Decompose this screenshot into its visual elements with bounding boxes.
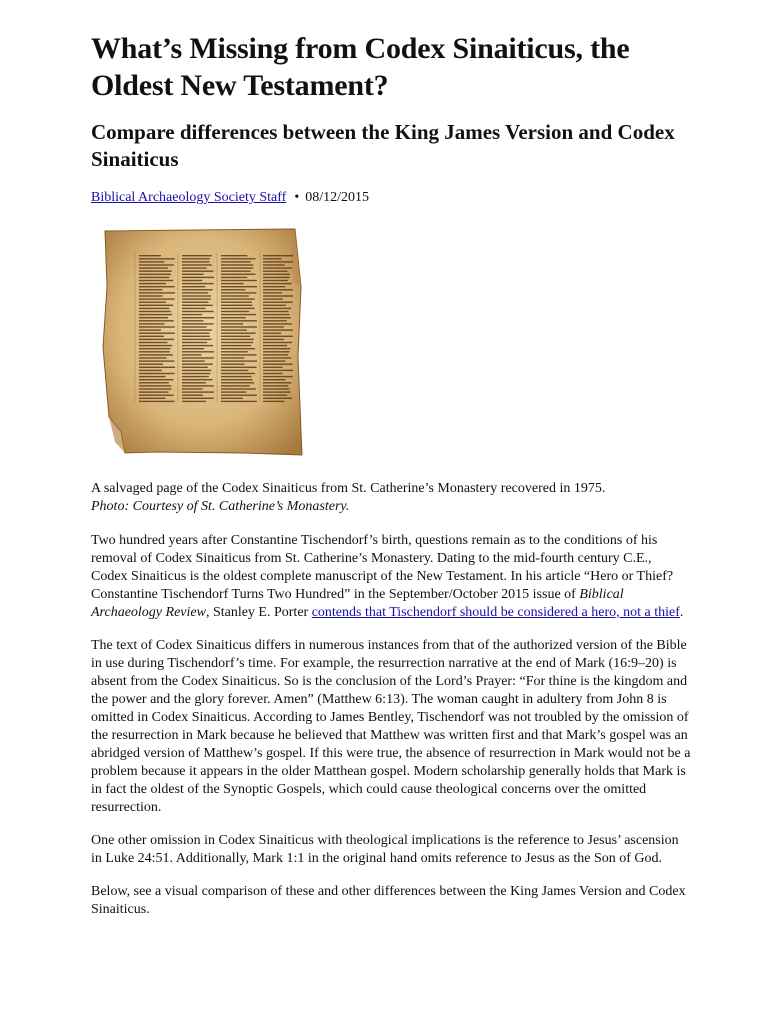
script-line <box>263 295 293 296</box>
script-line <box>221 317 246 318</box>
script-line <box>139 354 173 355</box>
script-line <box>182 255 212 256</box>
script-line <box>139 333 175 334</box>
script-line <box>221 351 248 352</box>
script-line <box>221 320 257 321</box>
script-line <box>182 292 208 293</box>
article-title: What’s Missing from Codex Sinaiticus, the Oldest New Testament? <box>91 32 630 102</box>
script-line <box>221 314 256 315</box>
script-line <box>221 308 254 309</box>
script-line <box>263 336 293 337</box>
script-line <box>182 302 208 303</box>
script-line <box>182 298 211 299</box>
script-line <box>263 283 292 284</box>
article-subtitle: Compare differences between the King James Version and Codex Sinaiticus <box>91 120 675 171</box>
script-line <box>221 271 251 272</box>
script-line <box>139 277 169 278</box>
script-line <box>263 360 286 361</box>
script-line <box>263 339 284 340</box>
script-line <box>263 401 284 402</box>
script-line <box>139 401 175 402</box>
script-line <box>263 379 286 380</box>
script-line <box>182 333 209 334</box>
script-line <box>139 298 175 299</box>
script-line <box>263 289 293 290</box>
script-line <box>263 320 287 321</box>
intro-end: . <box>679 605 684 620</box>
script-line <box>263 317 291 318</box>
script-line <box>182 348 204 349</box>
paragraph-omission: One other omission in Codex Sinaiticus with theological implications is the reference to Jesus’ ascension in Luke 24:51. Additionally, Mark 1:1 in the original hand omits reference to Jesus as the Son of God. <box>91 833 679 866</box>
script-line <box>221 267 253 268</box>
script-line <box>263 333 281 334</box>
script-line <box>221 255 247 256</box>
script-line <box>221 286 257 287</box>
script-line <box>182 398 214 399</box>
script-line <box>221 367 257 368</box>
script-line <box>182 357 214 358</box>
script-line <box>139 364 163 365</box>
script-line <box>221 302 252 303</box>
script-line <box>221 329 247 330</box>
script-line <box>221 373 255 374</box>
script-line <box>263 342 292 343</box>
script-line <box>221 280 257 281</box>
script-line <box>182 329 212 330</box>
script-line <box>263 391 290 392</box>
script-line <box>139 351 170 352</box>
script-line <box>182 264 212 265</box>
script-line <box>182 289 213 290</box>
script-line <box>263 267 292 268</box>
paragraph-intro <box>91 532 691 622</box>
script-line <box>221 401 257 402</box>
script-line <box>263 308 291 309</box>
script-line <box>221 379 253 380</box>
script-line <box>139 385 171 386</box>
article <box>91 30 691 934</box>
script-line <box>182 283 214 284</box>
script-line <box>139 382 169 383</box>
script-line <box>139 336 164 337</box>
script-line <box>182 385 214 386</box>
script-line <box>263 357 291 358</box>
script-line <box>139 367 175 368</box>
script-line <box>221 376 252 377</box>
script-line <box>182 317 214 318</box>
intro-text: Two hundred years after Constantine Tischendorf’s birth, questions remain as to the conditions of his removal of Codex Sinaiticus from St. Catherine’s Monastery. Dating to the mid-fourth century C.E., Codex Sinaiticus is the oldest complete manuscript of the New Testament. In his article “Hero or Thief? Constantine Tischendorf Turns Two Hundred” in the September/October 2015 issue of <box>91 533 674 602</box>
script-line <box>263 398 292 399</box>
script-line <box>182 367 208 368</box>
script-line <box>221 311 249 312</box>
script-line <box>182 376 209 377</box>
script-line <box>263 255 293 256</box>
script-line <box>182 391 214 392</box>
script-line <box>263 305 286 306</box>
script-line <box>263 280 288 281</box>
script-line <box>263 376 293 377</box>
script-line <box>139 305 173 306</box>
script-line <box>221 295 249 296</box>
script-line <box>182 382 206 383</box>
script-line <box>221 283 244 284</box>
script-line <box>221 339 254 340</box>
script-line <box>263 388 290 389</box>
script-line <box>263 258 282 259</box>
script-line <box>263 373 283 374</box>
script-line <box>139 302 166 303</box>
script-line <box>139 342 167 343</box>
script-line <box>221 277 247 278</box>
script-line <box>221 357 244 358</box>
script-line <box>263 298 283 299</box>
script-line <box>263 311 289 312</box>
script-line <box>221 388 256 389</box>
caption-credit: Photo: Courtesy of St. Catherine’s Monastery. <box>91 499 350 514</box>
script-line <box>139 379 173 380</box>
script-line <box>221 264 253 265</box>
script-line <box>182 311 214 312</box>
script-line <box>139 360 174 361</box>
script-line <box>221 298 255 299</box>
script-line <box>263 370 293 371</box>
script-line <box>263 367 283 368</box>
script-line <box>139 345 172 346</box>
script-line <box>139 398 165 399</box>
script-line <box>221 364 245 365</box>
author-link[interactable]: Biblical Archaeology Society Staff <box>91 190 287 205</box>
script-line <box>263 271 288 272</box>
script-line <box>221 360 257 361</box>
script-line <box>182 395 203 396</box>
script-line <box>139 391 169 392</box>
script-line <box>221 395 257 396</box>
script-line <box>139 311 171 312</box>
caption-text: A salvaged page of the Codex Sinaiticus from St. Catherine’s Monastery recovered in 1975. <box>91 481 606 496</box>
publish-date: 08/12/2015 <box>305 190 369 205</box>
script-line <box>139 314 172 315</box>
script-line <box>221 382 254 383</box>
journal-name: Biblical Archaeology Review <box>91 587 624 620</box>
script-line <box>263 348 291 349</box>
script-line <box>263 385 288 386</box>
script-line <box>221 348 255 349</box>
script-line <box>139 388 172 389</box>
script-line <box>221 345 251 346</box>
script-line <box>221 258 256 259</box>
script-line <box>139 271 172 272</box>
script-line <box>139 283 166 284</box>
script-line <box>182 370 211 371</box>
script-line <box>263 351 290 352</box>
script-line <box>263 323 292 324</box>
script-line <box>139 348 170 349</box>
script-line <box>221 342 253 343</box>
script-line <box>182 258 210 259</box>
script-line <box>139 274 171 275</box>
script-line <box>221 354 257 355</box>
paragraph-differences: The text of Codex Sinaiticus differs in numerous instances from that of the authorized version of the Bible in use during Tischendorf’s time. For example, the resurrection narrative at the end of Mark (16:9–20) is absent from the Codex Sinaiticus. So is the conclusion of the Lord’s Prayer: “For thine is the kingdom and the power and the glory forever. Amen” (Matthew 6:13). The woman caught in adultery from John 8 is omitted in Codex Sinaiticus. According to James Bentley, Tischendorf was not troubled by the omission of the resurrection in Mark because he believed that Matthew was written first and that Mark’s gospel was an abridged version of Matthew’s gospel. If this were true, the absence of resurrection in Mark would not be a problem because it appears in the older Matthean gospel. Modern scholarship generally holds that Mark is in fact the oldest of the Synoptic Gospels, which could cause theological concerns over the omitted resurrection. <box>91 638 691 815</box>
script-line <box>139 329 161 330</box>
script-line <box>221 370 248 371</box>
script-line <box>182 314 202 315</box>
script-line <box>139 326 175 327</box>
script-line <box>221 261 251 262</box>
script-line <box>182 342 207 343</box>
script-line <box>221 385 250 386</box>
script-line <box>182 274 204 275</box>
script-line <box>263 395 287 396</box>
script-line <box>139 292 175 293</box>
script-line <box>139 323 165 324</box>
script-line <box>182 261 210 262</box>
script-line <box>182 320 204 321</box>
script-line <box>182 280 202 281</box>
script-line <box>182 277 214 278</box>
script-line <box>139 295 162 296</box>
script-line <box>221 398 243 399</box>
paragraph-comparison: Below, see a visual comparison of these and other differences between the King James Version and Codex Sinaiticus. <box>91 884 686 917</box>
script-line <box>263 326 284 327</box>
script-line <box>139 267 168 268</box>
script-line <box>182 271 213 272</box>
script-line <box>221 323 243 324</box>
intro-mid: , Stanley E. Porter <box>205 605 312 620</box>
script-line <box>139 357 167 358</box>
script-line <box>182 339 212 340</box>
manuscript-page-photo <box>95 227 305 457</box>
script-line <box>263 345 287 346</box>
script-line <box>263 354 288 355</box>
script-line <box>139 280 173 281</box>
script-line <box>139 286 175 287</box>
byline-separator: • <box>294 190 300 205</box>
script-line <box>139 395 174 396</box>
script-line <box>182 388 203 389</box>
script-line <box>182 286 205 287</box>
script-line <box>182 305 213 306</box>
script-line <box>263 329 293 330</box>
script-line <box>221 292 256 293</box>
script-line <box>263 314 289 315</box>
script-line <box>263 277 290 278</box>
script-line <box>182 323 213 324</box>
script-line <box>221 326 257 327</box>
script-line <box>139 255 161 256</box>
script-line <box>263 274 290 275</box>
script-line <box>182 379 212 380</box>
script-line <box>182 364 213 365</box>
script-line <box>182 336 210 337</box>
script-line <box>139 264 174 265</box>
script-line <box>139 373 175 374</box>
script-line <box>263 382 292 383</box>
byline <box>91 189 691 207</box>
script-line <box>139 258 175 259</box>
script-line <box>139 376 166 377</box>
script-line <box>221 289 245 290</box>
script-line <box>182 373 210 374</box>
script-line <box>263 261 293 262</box>
script-line <box>139 339 174 340</box>
script-line <box>182 308 206 309</box>
script-line <box>221 336 250 337</box>
script-line <box>182 326 207 327</box>
script-line <box>139 320 174 321</box>
script-line <box>182 360 205 361</box>
script-line <box>182 267 207 268</box>
script-line <box>263 286 285 287</box>
script-line <box>139 289 163 290</box>
script-line <box>221 274 256 275</box>
script-line <box>182 351 214 352</box>
script-line <box>139 261 165 262</box>
script-line <box>221 305 252 306</box>
script-line <box>139 370 162 371</box>
script-line <box>182 401 206 402</box>
script-line <box>139 308 169 309</box>
script-line <box>263 292 282 293</box>
script-line <box>182 345 213 346</box>
script-line <box>221 391 246 392</box>
script-line <box>182 295 211 296</box>
script-line <box>263 364 293 365</box>
image-caption <box>91 480 691 516</box>
porter-article-link[interactable]: contends that Tischendorf should be considered a hero, not a thief <box>311 605 680 620</box>
script-line <box>182 354 202 355</box>
script-line <box>221 333 256 334</box>
script-line <box>263 302 293 303</box>
script-line <box>139 317 168 318</box>
script-line <box>263 264 285 265</box>
